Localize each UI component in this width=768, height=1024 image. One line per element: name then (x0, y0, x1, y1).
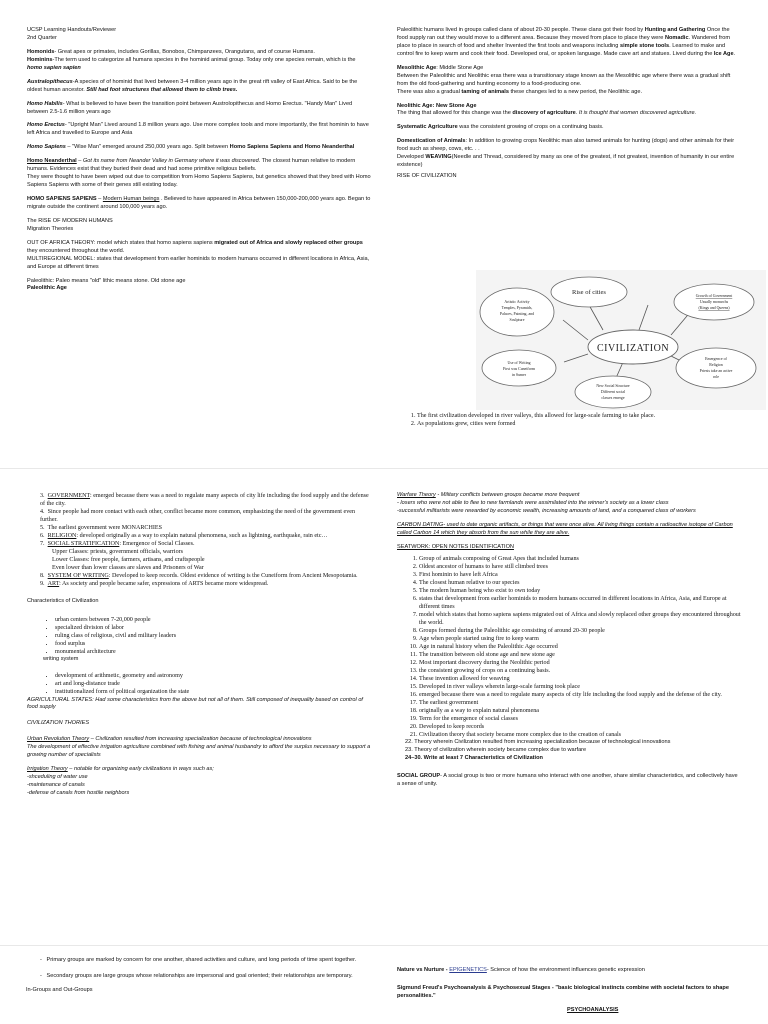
list-item: 2. As populations grew, cities were formed (417, 420, 742, 428)
secondary-groups: - Secondary groups are large groups whose relationships are impersonal and goal oriented; their relationships are temporary. (40, 972, 353, 979)
diagram-node-right-bottom (676, 348, 756, 388)
question-item: 14. These invention allowed for weaving (419, 675, 742, 683)
term: CARBON DATING (397, 521, 444, 528)
list-item (40, 492, 372, 508)
term: HOMO SAPIENS SAPIENS (27, 196, 97, 202)
term: OUT OF AFRICA THEORY (27, 239, 94, 246)
question-item: 16. emerged because there was a need to regulate many aspects of city life including the food supply and the defense of the city. (419, 691, 742, 699)
text: Secondary groups are large groups whose relationships are impersonal and goal oriented; their relationships are temporary. (46, 972, 353, 979)
hominids-paragraph (27, 49, 372, 73)
term: Domestication of Animals (397, 138, 466, 145)
text: Developed (397, 154, 424, 161)
habilis-paragraph (27, 101, 372, 117)
text: Paleolithic humans lived in groups called clans of about 20-30 people. These clans got their food by (397, 27, 644, 33)
term: SOCIAL GROUP (397, 773, 441, 780)
question-item: 20. Developed to keep records (419, 723, 742, 731)
question-24-30: 24–30. Write at least 7 Characteristics of Civilization (405, 755, 543, 762)
label-line: First was Cuneiform (503, 367, 535, 371)
page-1 (0, 0, 768, 460)
question-item: 12. Most important discovery during the Neolithic period (419, 659, 742, 667)
list-item (40, 532, 372, 540)
list-line: -maintenance of canals (27, 782, 85, 788)
label-line: Use of Writing (507, 361, 531, 365)
sapiens-paragraph (27, 144, 372, 152)
item-number: 9. (40, 581, 45, 588)
item-text: Since people had more contact with each other, conflict became more common, emphasizing the need of the government even further. (40, 509, 355, 524)
strat-line: Lower Classes: free people, farmers, artisans, and craftspeople (52, 557, 205, 564)
list-line: -shceduling of water use (27, 774, 88, 781)
label-line: classes emerge (601, 396, 625, 400)
page-3 (0, 953, 768, 1024)
diagram-label-center: CIVILIZATION (596, 343, 670, 354)
emphasis: simple stone tools (619, 42, 670, 49)
page1-left-column (27, 27, 372, 299)
label-line: Sculpture (509, 318, 525, 322)
civilization-diagram (476, 270, 766, 410)
diagram-label-top: Rise of cities (572, 289, 606, 296)
question-item: 8. Groups formed during the Paleolithic age consisting of around 20-30 people (419, 627, 742, 635)
question-item: 10. Age in natural history when the Paleolithic Age occurred (419, 643, 742, 651)
question-item: 11. The transition between old stone age and new stone age (419, 651, 742, 659)
term: Homo Habilis (27, 100, 63, 107)
question-item: 15. Developed in river valleys wherein large-scale farming took place (419, 683, 742, 691)
item-text: : Developed to keep records. Oldest evidence of writing is the Cuneiform from Ancient Mesopotamia. (108, 573, 358, 580)
hss-paragraph (27, 196, 372, 212)
definition: was the consistent growing of crops on a continuing basis. (457, 124, 604, 131)
definition: : In addition to growing crops Neolithic man also tamed animals for hunting (dogs) and other animals for their food such as sheep, cows, etc. . . (397, 138, 735, 153)
label-line: Different social (600, 390, 626, 394)
question-23: 23. Theory of civilization wherein society became complex due to warfare (405, 747, 587, 754)
label-line: Artistic Activity (504, 300, 530, 304)
term: Homo Sapiens (27, 144, 66, 151)
carbon-dating-paragraph (397, 522, 742, 538)
list-item: • development of arithmetic, geometry and astronomy (55, 672, 372, 680)
definition-emphasis: migrated out of Africa and slowly replaced other groups (214, 239, 363, 246)
list-line: -successful militarists were rewarded by economic wealth, increasing amounts of land, and a conquered class of workers (397, 507, 696, 514)
text: Once the food supply ran out they would move to a different area. Because they moved from place to place they were (397, 27, 730, 41)
writing-system-text: writing system (43, 656, 79, 663)
page-divider (0, 468, 768, 469)
epigenetics-link[interactable]: EPIGENETICS (449, 967, 487, 973)
label-line: New Social Structure (596, 384, 630, 388)
multiregional-definition: MULTIREGIONAL MODEL: states that development from earlier hominids to modern humans occurred in different locations in Africa, Asia, and Europe at different times (27, 255, 370, 270)
list-item (40, 580, 372, 588)
civilization-theories-heading: CIVILIZATION THORIES (27, 720, 90, 727)
list-line: - losers who were not able to flee to new farmlands were assimilated into the winner's society as a lower class (397, 499, 669, 506)
text: Sigmund Freud's Psychoanalysis & Psychosexual Stages (397, 984, 551, 991)
definition-emphasis: Homo Sapiens Sapiens and Homo Neanderthal (229, 144, 355, 151)
item-text: : Emergence of Social Classes. (119, 541, 195, 548)
term: Homo Neanderthal (27, 158, 77, 165)
page3-left-column (26, 957, 370, 1001)
definition: – notable for organizing early civilizations in ways such as; (67, 766, 214, 773)
agricultural-states: AGRICULTURAL STATES: Had some characteristics from the above but not all of them. Still composed of inequality based on control of food supply (27, 696, 363, 711)
civilization-list (397, 412, 742, 428)
text: The thing that allowed for this change was the (397, 110, 511, 117)
question-item: 9. Age when people started using fire to keep warm (419, 635, 742, 643)
emphasis: WEAVING (425, 154, 452, 161)
page1-right-column (397, 27, 742, 187)
strat-line: Upper Classes: priests, government officials, warriors (52, 549, 184, 556)
header-line-2: 2nd Quarter (27, 34, 57, 41)
primary-groups: - Primary groups are marked by concern for one another, shared activities and culture, and long periods of time spent together. (40, 957, 357, 963)
heading-line: Migration Theories (27, 225, 74, 232)
label-line: Religion (709, 363, 723, 367)
definition-italic: – Got its name from Neander Valley in Germany where it was discovered. (76, 158, 261, 165)
neanderthal-paragraph (27, 158, 372, 190)
item-heading: RELIGION (47, 533, 77, 540)
emphasis: Ice Age (713, 50, 734, 57)
characteristics-list (27, 616, 372, 656)
in-out-groups: In-Groups and Out-Groups (26, 986, 93, 993)
question-item: 18. originally as a way to explain natural phenomena (419, 707, 742, 715)
list-item: • monumental architecture (55, 648, 372, 656)
item-number: 5. (40, 525, 45, 532)
definition-emphasis: homo sapien sapien (27, 64, 81, 71)
list-line: -defense of canals from hostile neighbors (27, 789, 130, 796)
mesolithic-paragraph (397, 65, 742, 97)
heading-line: The RISE OF MODERN HUMANS (27, 217, 113, 224)
term: Hominins (27, 56, 53, 63)
text: Nature vs Nurture - (397, 967, 450, 973)
social-group-paragraph (397, 773, 742, 789)
definition: - Great apes or primates, includes Gorillas, Bonobos, Chimpanzees, Orangutans, and of course Humans. (54, 48, 315, 55)
question-item: 6. states that development from earlier hominids to modern humans occurred in different locations in Africa, Asia, and Europe at different times (419, 595, 742, 611)
question-item: 5. The modern human being who exist to own today (419, 587, 742, 595)
label-line: (Kings and Queens) (698, 306, 730, 310)
section-heading: Neolithic Age: New Stone Age (397, 102, 477, 109)
urban-revolution-paragraph (27, 736, 372, 760)
psychoanalysis-heading: PSYCHOANALYSIS (567, 1006, 619, 1013)
label-line: Temples, Pyramids, (501, 306, 533, 310)
item-text: : developed originally as a way to explain natural phenomena, such as lightning, earthquake, rain etc… (76, 533, 328, 540)
freud-paragraph (397, 985, 742, 1001)
emphasis: Nomadic (664, 34, 689, 41)
warfare-paragraph (397, 492, 742, 516)
emphasis: taming of animals (461, 88, 509, 95)
header (27, 27, 372, 43)
separator: – (96, 196, 103, 202)
item-text: : As society and people became safer, expressions of ARTS became more widespread. (59, 581, 269, 588)
definition: . Believed to have appeared in Africa between 150,000-200,000 years ago. Began to migrate outside the continent around 100,000 years ago. (27, 196, 371, 210)
rise-of-civilization-heading: RISE OF CIVILIZATION (397, 173, 457, 180)
seatwork-heading: SEATWORK: OPEN NOTES IDENTIFICATION (397, 543, 514, 550)
diagram-label-top-right (696, 294, 733, 310)
label-line: Emergence of (705, 357, 727, 361)
text: (Needle and Thread, considered by many as one of the greatest, if not greatest, invention of humanity in our entire existence) (397, 154, 735, 169)
question-item: 3. First hominin to have left Africa (419, 571, 742, 579)
definition: - Military conflicts between groups became more frequent (435, 492, 580, 498)
question-item: 17. The earliest government (419, 699, 742, 707)
term: Systematic Agriculture (397, 124, 458, 131)
definition: : model which states that homo sapiens sapiens (93, 239, 213, 246)
list-item: • urban centers between 7-20,000 people (55, 616, 372, 624)
text: . Learned to make and control fire to keep warm and cook their food. Developed oral, or spoken language. Made cave art and statues. Lived during the (397, 42, 726, 57)
erectus-paragraph (27, 122, 372, 138)
paleolithic-description: Paleolithic humans lived in groups called clans of about 20-30 people. These clans got their food by Hunting and Gathering Once the food supply ran out they would move to a different area. Because they moved from place to place they were Nomadic. Wandered from place to place in search of food and shelter Invented the first tools and weapons including simple stone tools. Learned to make and control fire to keep warm and cook their food. Developed oral, or spoken language. Made cave art and statues. Lived during the Ice Age. (397, 27, 736, 57)
definition: The closest human relative to modern humans. Evidences exist that they buried their dead and had some primitive religious beliefs. (27, 158, 356, 173)
list-item: • institutionalized form of political organization the state (55, 688, 372, 696)
definition: - "Upright Man" Lived around 1.8 million years ago. Use more complex tools and more importantly, the first hominin to have left Africa and travelled to Europe and Asia (27, 122, 369, 137)
question-item: 13. the consistent growing of crops on a continuing basis. (419, 667, 742, 675)
term: Homo Erectus (27, 122, 65, 129)
item-heading: GOVERNMENT (47, 493, 90, 499)
heading-sub: : Middle Stone Age (436, 64, 484, 71)
definition: – "Wise Man" emerged around 250,000 years ago. Split between (65, 144, 229, 151)
question-item: 19. Term for the emergence of social classes (419, 715, 742, 723)
header-line-1: UCSP Learning Handouts/Reviewer (27, 27, 117, 33)
text: these changes led to a new period, the Neolithic age. (508, 88, 643, 95)
systematic-agriculture-paragraph (397, 124, 742, 132)
emphasis: Hunting and Gathering (644, 27, 706, 33)
out-of-africa-paragraph (27, 240, 372, 272)
definition: The development of effective irrigation agriculture combined with fishing and animal husbandry to afford the surplus necessary to support a growing number of specialists (27, 744, 371, 759)
label-line: role (712, 375, 720, 379)
domestication-paragraph (397, 138, 742, 170)
question-item: 4. The closest human relative to our species (419, 579, 742, 587)
text: Between the Paleolithic and Neolithic eras there was a transitionary stage known as the Mesolithic age where there was a gradual shift from the old food-gathering and hunting economy to a food-producing one. (397, 72, 731, 87)
definition-emphasis: Still had foot structures that allowed them to climb trees. (86, 86, 238, 93)
text: Primary groups are marked by concern for one another, shared activities and culture, and long periods of time spent together. (46, 957, 357, 963)
list-item: • art and long-distance trade (55, 680, 372, 688)
definition: - What is believed to have been the transition point between Austrolopithecus and Homo Erectus. "Handy Man" Lived between 2.5-1.6 million years ago (27, 100, 353, 115)
definition: They were thought to have been wiped out due to competition from Homo Sapiens Sapiens, but genetics showed that they bred with Homo Sapiens Sapiens with some of their genes still existing today. (27, 174, 371, 189)
label-line: Priests take an active (699, 369, 733, 373)
item-number: 7. (40, 541, 45, 548)
item-heading: SYSTEM OF WRITING (47, 573, 109, 580)
page-divider (0, 945, 768, 946)
question-item: 1. Group of animals composing of Great Apes that included humans (419, 555, 742, 563)
question-item: 21. Civilization theory that society became more complex due to the creation of canals (419, 731, 742, 739)
term: Australopithecus (27, 78, 73, 85)
question-22: 22. Theory wherein Civilization resulted from increasing specialization because of technological innovations (405, 739, 671, 746)
item-text: The earliest government were MONARCHIES (47, 525, 163, 532)
definition: -The term used to categorize all humans species in the hominid animal group. Today only one species remain, which is the (52, 56, 356, 63)
page3-right-column (397, 967, 742, 1021)
definition: Paleolithic: Paleo means "old" lithic means stone. Old stone age (27, 277, 186, 284)
page-2 (0, 486, 768, 926)
text: There was also a gradual (397, 88, 460, 95)
strat-line: Even lower than lower classes are slaves and Prisoners of War (52, 565, 204, 572)
text: - "basic biological instincts combine with societal factors to shape personalities." (397, 984, 729, 999)
definition: – Civilization resulted from increasing specialization because of technological innovations (89, 736, 312, 743)
text: . Wandered from place to place in search of food and shelter Invented the first tools and weapons including (397, 34, 731, 49)
item-number: 3. (40, 493, 45, 499)
characteristics-heading: Characteristics of Civilization (27, 598, 99, 605)
list-item: • specialized division of labor (55, 624, 372, 632)
emphasis: discovery of agriculture (512, 110, 576, 117)
page2-right-column (397, 492, 742, 795)
item-number: 8. (40, 573, 45, 580)
theory-title: Warfare Theory (397, 492, 436, 498)
definition: - used to date organic artifacts, or things that were once alive. All living things contain a radioactive isotope of Carbon called Carbon 14 which they absorb from the sun while they are alive. (397, 521, 733, 536)
list-item (40, 508, 372, 524)
term: Homonids (27, 48, 55, 55)
section-heading: Mesolithic Age (397, 64, 437, 71)
page2-left-column (27, 492, 372, 804)
list-item: 1. The first civilization developed in river valleys, this allowed for large-scale farming to take place. (417, 412, 742, 420)
label-line: Usually monarchs (699, 300, 729, 304)
paleolithic-paragraph (27, 278, 372, 294)
definition-underline: Modern Human beings (102, 196, 160, 202)
question-item: 7. model which states that homo sapiens sapiens migrated out of Africa and slowly replaced other groups they encountered throughout the world. (419, 611, 742, 627)
question-item: 2. Oldest ancestor of humans to have still climbed trees (419, 563, 742, 571)
seatwork-questions (397, 555, 742, 740)
italic-text: It is thought that women discovered agriculture. (578, 110, 697, 117)
label-line: in Sumer (511, 373, 527, 377)
theory-title: Irrigation Theory (27, 766, 68, 773)
civilization-numbered-list (40, 492, 372, 588)
definition: -A species of of hominid that lived between 3-4 million years ago in the great rift valley of East Africa. Said to be the oldest human ancestor. (27, 78, 358, 93)
list-item (40, 572, 372, 580)
item-number: 6. (40, 533, 45, 540)
rise-heading (27, 218, 372, 234)
label-line: Palaces, Painting, and (499, 312, 535, 316)
section-heading: Paleolithic Age (27, 285, 67, 292)
australopithecus-paragraph (27, 79, 372, 95)
item-number: 4. (40, 509, 45, 516)
irrigation-paragraph (27, 766, 372, 798)
text: - Science of how the environment influences genetic expression (486, 967, 645, 973)
characteristics-list-2 (27, 672, 372, 696)
list-item (40, 524, 372, 532)
list-item: • ruling class of religious, civil and military leaders (55, 632, 372, 640)
item-heading: ART (47, 581, 60, 588)
item-text: : emerged because there was a need to regulate many aspects of city life including the food supply and the defense of the city. (40, 493, 369, 508)
theory-title: Urban Revolution Theory (27, 736, 90, 743)
label-line: Growth of Government (695, 294, 733, 298)
list-item (40, 540, 372, 572)
definition: they encountered throughout the world. (27, 247, 125, 254)
nature-nurture (397, 967, 742, 975)
item-heading: SOCIAL STRATIFICATION (47, 541, 120, 548)
neolithic-paragraph: Neolithic Age: New Stone Age The thing that allowed for this change was the discovery of agriculture. It is thought that women discovered agriculture. (397, 102, 697, 117)
list-item: • food surplus (55, 640, 372, 648)
definition: - A social group is two or more humans who interact with one another, share similar characteristics, and collectively have a sense of unity. (397, 773, 738, 788)
